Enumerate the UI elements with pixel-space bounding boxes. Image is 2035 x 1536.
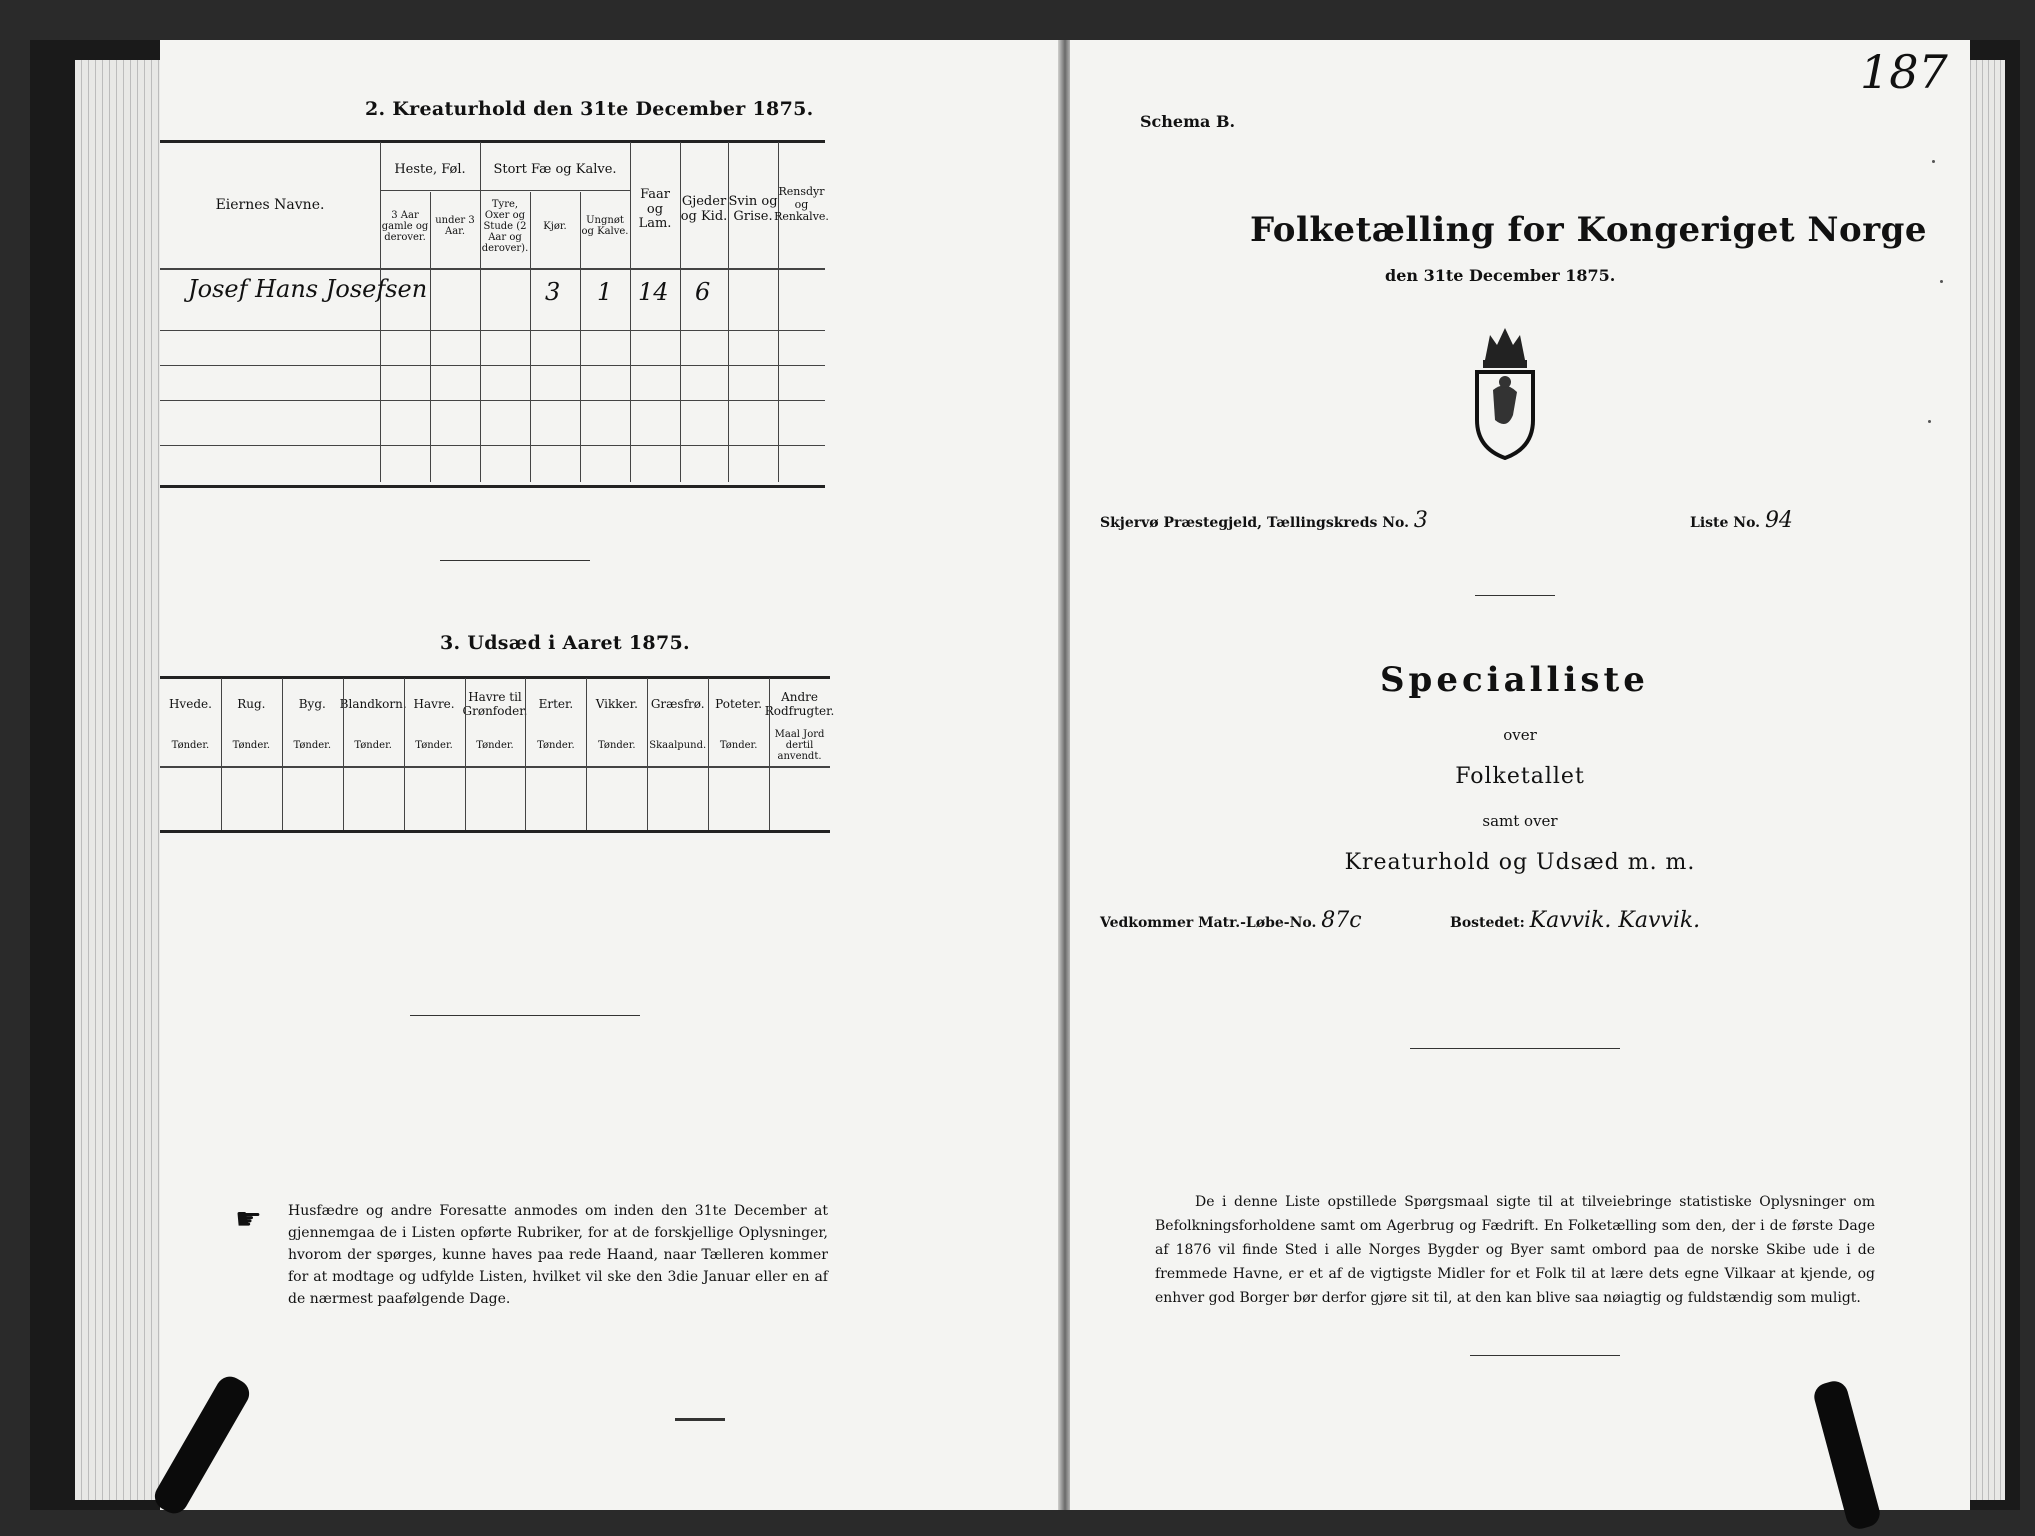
right-page (1070, 40, 1970, 1510)
seed-col-header: Andre Rodfrugter. (764, 690, 835, 718)
seed-col-unit: Tønder. (476, 739, 514, 751)
census-purpose-footer: De i denne Liste opstillede Spørgsmaal sigte til at tilveiebringe statistiske Oplysninger om Befolkningsforholdene samt om Agerbrug og Fædrift. En Folketælling som den, der i de første Dage af 1876 vil finde Sted i alle Norges Bygder og Byer samt ombord paa de norske Skibe ude i de fremmede Havne, er et af de vigtigste Midler for et Folk til at lære dets egne Vilkaar at kjende, og enhver god Borger bør derfor gjøre sit til, at den kan blive saa nøiagtig og fuldstændig som muligt. (1155, 1194, 1875, 1306)
seed-title: 3. Udsæd i Aaret 1875. (440, 632, 690, 654)
list-label: Liste No. (1690, 515, 1761, 531)
seed-col-divider (525, 678, 526, 830)
norway-coat-of-arms-icon (1465, 320, 1545, 460)
horses-group-header: Heste, Føl. (394, 161, 466, 177)
seed-col-unit: Tønder. (598, 739, 636, 751)
seed-col-header: Havre til Grønfoder. (462, 690, 528, 718)
section-divider (440, 560, 590, 561)
header-bottom-rule (160, 268, 825, 270)
section-divider (1470, 1355, 1620, 1356)
ink-spot (1928, 420, 1931, 423)
seed-col-unit: Tønder. (171, 739, 210, 751)
ink-spot (1932, 160, 1935, 163)
end-mark (675, 1418, 725, 1421)
seed-col-divider (647, 678, 648, 830)
schema-label: Schema B. (1140, 112, 1236, 131)
census-date: den 31te December 1875. (1385, 266, 1616, 285)
seed-col-unit: Tønder. (293, 739, 332, 751)
row-rule (160, 400, 825, 401)
seed-col-header: Rug. (237, 697, 266, 712)
seed-table-top-rule (160, 676, 830, 679)
horses-under3-header: under 3 Aar. (435, 215, 475, 237)
seed-col-unit: Skaalpund. (649, 739, 707, 751)
seed-col-unit: Tønder. (415, 739, 453, 751)
sheep-count-cell: 14 (638, 278, 669, 306)
young-count-cell: 1 (597, 278, 613, 306)
district-value: 3 (1413, 508, 1428, 533)
seed-col-divider (221, 678, 222, 830)
seed-col-unit: Tønder. (537, 739, 575, 751)
seed-col-header: Blandkorn. (339, 697, 407, 712)
cattle-bulls-header: Tyre, Oxer og Stude (2 Aar og derover). (481, 198, 529, 254)
horses-3plus-header: 3 Aar gamle og derover. (381, 209, 429, 243)
left-page-stack-edge (75, 60, 165, 1500)
reindeer-header: Rensdyr og Renkalve. (774, 185, 829, 224)
cattle-cows-header: Kjør. (543, 220, 567, 232)
pigs-header: Svin og Grise. (728, 194, 778, 224)
seed-header-bottom-rule (160, 766, 830, 768)
open-ledger-book (30, 40, 2020, 1510)
seed-col-divider (404, 678, 405, 830)
owner-name-cell: Josef Hans Josefsen (188, 275, 428, 303)
ink-spot (1940, 280, 1943, 283)
seed-col-unit: Tønder. (354, 739, 392, 751)
seed-col-divider (586, 678, 587, 830)
goats-header: Gjeder og Kid. (680, 194, 728, 224)
section-divider (1475, 595, 1555, 596)
seed-col-divider (465, 678, 466, 830)
seed-col-unit: Tønder. (719, 739, 758, 751)
seed-col-header: Vikker. (595, 697, 638, 712)
seed-table-bottom-rule (160, 830, 830, 833)
bosted-value: Kavvik. Kavvik. (1529, 908, 1701, 933)
folketallet-text: Folketallet (1455, 764, 1585, 789)
table-top-rule (160, 140, 825, 143)
row-rule (160, 365, 825, 366)
table-bottom-rule (160, 485, 825, 488)
seed-col-header: Hvede. (168, 697, 212, 712)
page-number: 187 (1860, 45, 1948, 99)
matr-label: Vedkommer Matr.-Løbe-No. (1100, 915, 1317, 931)
seed-col-divider (343, 678, 344, 830)
seed-col-header: Græsfrø. (650, 697, 705, 712)
samt-over-text: samt over (1482, 812, 1558, 830)
bosted-line (1450, 908, 1700, 933)
census-title: Folketælling for Kongeriget Norge (1250, 210, 1928, 250)
household-notice: Husfædre og andre Foresatte anmodes om inden den 31te December at gjennemgaa de i Listen opførte Rubriker, for at de forskjellige Oplysninger, hvorom der spørges, kunne haves paa rede Haand, naar Tælleren kommer for at modtage og udfylde Listen, hvilket vil ske den 3die Januar eller en af de nærmest paafølgende Dage. (288, 1203, 828, 1307)
seed-col-header: Erter. (538, 697, 574, 712)
matr-value: 87c (1321, 908, 1362, 933)
cattle-young-header: Ungnøt og Kalve. (581, 215, 629, 237)
cattle-sub-rule (480, 190, 630, 191)
goats-count-cell: 6 (695, 278, 711, 306)
seed-col-header: Havre. (413, 697, 455, 712)
list-value: 94 (1764, 508, 1793, 533)
seed-col-unit: Tønder. (232, 739, 271, 751)
seed-col-divider (769, 678, 770, 830)
seed-col-header: Byg. (298, 697, 326, 712)
row-rule (160, 445, 825, 446)
matr-line (1100, 908, 1362, 933)
kreaturhold-text: Kreaturhold og Udsæd m. m. (1344, 850, 1696, 875)
seed-col-divider (708, 678, 709, 830)
list-line (1690, 508, 1793, 533)
specialliste-title: Specialliste (1380, 660, 1649, 700)
seed-col-unit: Maal Jord dertil anvendt. (774, 728, 825, 762)
right-page-stack-edge (1970, 60, 2005, 1500)
left-page (160, 40, 1060, 1510)
bosted-label: Bostedet: (1450, 915, 1525, 931)
pointing-hand-icon: ☛ (235, 1202, 262, 1237)
cows-count-cell: 3 (545, 278, 561, 306)
section-divider (410, 1015, 640, 1016)
livestock-title: 2. Kreaturhold den 31te December 1875. (365, 98, 814, 120)
over-text: over (1503, 726, 1537, 744)
section-divider (1410, 1048, 1620, 1049)
sheep-header: Faar og Lam. (638, 186, 672, 232)
row-rule (160, 330, 825, 331)
col-owner-header: Eiernes Navne. (215, 196, 325, 213)
parish-label: Skjervø Præstegjeld, (1100, 515, 1263, 531)
seed-col-divider (282, 678, 283, 830)
district-label: Tællingskreds No. (1266, 515, 1410, 531)
parish-line (1100, 508, 1428, 533)
cattle-group-header: Stort Fæ og Kalve. (493, 161, 617, 177)
seed-col-header: Poteter. (715, 697, 763, 712)
horses-sub-rule (380, 190, 480, 191)
